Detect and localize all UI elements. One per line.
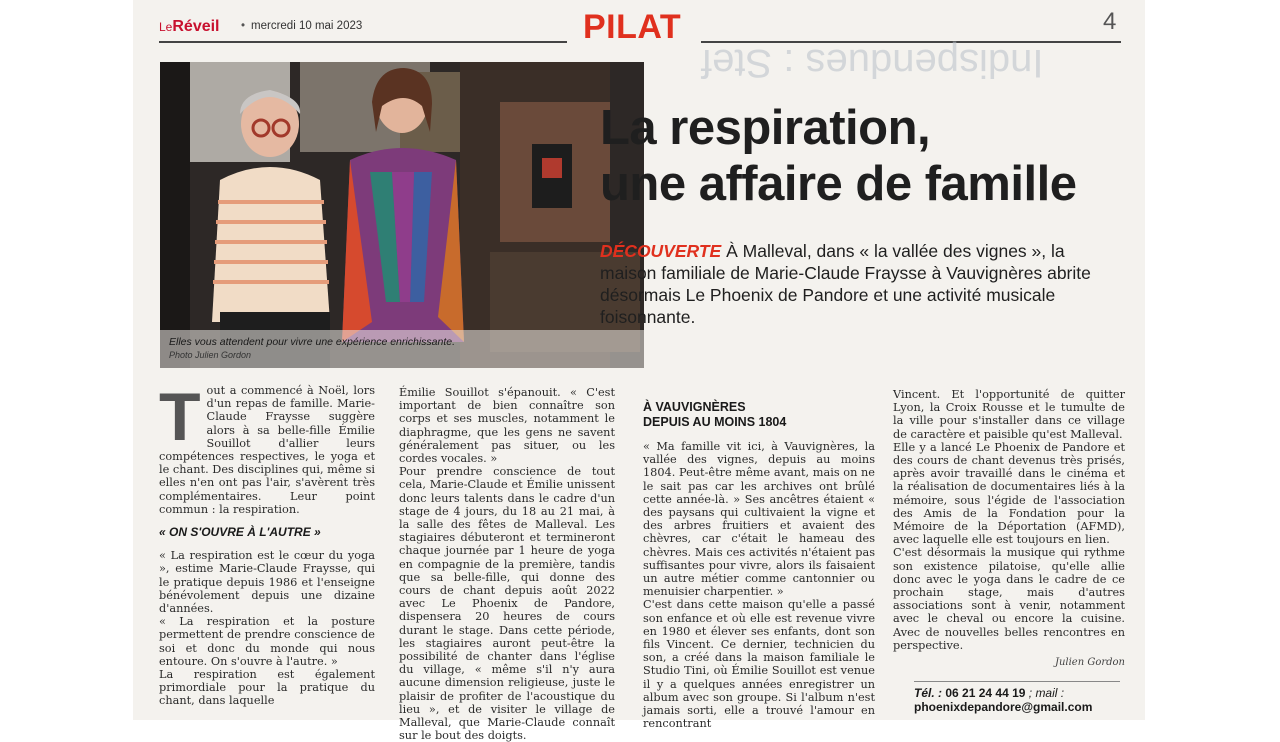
headline-line-2: une affaire de famille <box>600 157 1077 211</box>
section-title: PILAT <box>583 8 682 46</box>
lead-kicker: DÉCOUVERTE <box>600 241 722 261</box>
author-signature: Julien Gordon <box>1054 657 1125 669</box>
column-2 <box>399 386 615 742</box>
column-1 <box>159 379 375 708</box>
article-headline <box>600 100 1076 212</box>
column-4 <box>893 388 1125 669</box>
lead-text: À Malleval, dans « la vallée des vignes », la maison familiale de Marie-Claude Fraysse à Vauvignères abrite désormais Le Phoenix de Pandore et une activité musicale foisonnante. <box>600 241 1091 327</box>
column-3 <box>643 400 875 730</box>
article-photo <box>160 62 644 368</box>
col3-paragraph-1: « Ma famille vit ici, à Vauvignères, la vallée des vignes, depuis au moins 1804. Peut-être même avant, mais on ne le sait pas car les archives ont brûlé cette année-là. » Ses ancêtres étaient « des paysans qui cultivaient la vigne et des arbres fruitiers et avaient des chèvres, car c'était le hameau des chèvres. Mais ces activités n'étaient pas suffisantes pour vivre, alors ils faisaient un autre métier comme cantonnier ou menuisier charpentier. » <box>643 440 875 599</box>
contact-info: Tél. : 06 21 24 44 19 ; mail : phoenixdepandore@gmail.com <box>914 686 1093 714</box>
col1-paragraph-4: La respiration est également primordiale pour la pratique du chant, dans laquelle <box>159 668 375 708</box>
col4-paragraph-2: Elle y a lancé Le Phoenix de Pandore et des cours de chant devenus très prisés, après avoir travaillé dans le cinéma et la réalisation de documentaires liés à la mémoire, sous l'égide de l'association des Amis de la Fondation pour la Mémoire de la Déportation (AFMD), avec laquelle elle est toujours en lien. <box>893 440 1125 547</box>
newspaper-logo: LeRéveil <box>159 18 220 35</box>
col4-paragraph-1: Vincent. Et l'opportunité de quitter Lyon, la Croix Rousse et le tumulte de la ville pour s'installer dans ce village de caractère et paisible qu'est Malleval. <box>893 388 1125 441</box>
issue-date: • mercredi 10 mai 2023 <box>241 20 362 32</box>
col1-paragraph-1: Tout a commencé à Noël, lors d'un repas de famille. Marie-Claude Fraysse suggère alors à sa belle-fille Émilie Souillot d'allier leurs compétences respectives, le yoga et le chant. Des disciplines qui, même si elles n'en ont pas l'air, s'avèrent très complémentaires. Leur point commun : la respiration. <box>159 379 375 516</box>
header-rule-left <box>159 41 567 43</box>
col4-paragraph-3: C'est désormais la musique qui rythme son existence pilatoise, qu'elle allie donc avec le yoga dans le cadre de ce prochain stage, mais d'autres associations sont à venir, notamment avec le cheval ou encore la cuisine. Avec de nouvelles belles rencontres en perspective. <box>893 546 1125 652</box>
photo-credit: Photo Julien Gordon <box>169 350 252 360</box>
col1-paragraph-2: « La respiration est le cœur du yoga », estime Marie-Claude Fraysse, qui le pratique depuis 1986 et l'enseigne bénévolement depuis une dizaine d'années. <box>159 549 375 616</box>
photo-caption <box>169 336 639 362</box>
headline-line-1: La respiration, <box>600 101 931 155</box>
col3-intertitle: À VAUVIGNÈRES DEPUIS AU MOINS 1804 <box>643 400 787 429</box>
page-number: 4 <box>1103 8 1117 35</box>
photo-illustration <box>160 62 644 368</box>
col1-paragraph-3: « La respiration et la posture permettent de prendre conscience de soi et donc du monde qui nous entoure. On s'ouvre à l'autre. » <box>159 615 375 668</box>
col3-paragraph-2: C'est dans cette maison qu'elle a passé son enfance et où elle est revenue vivre en 1980 et élever ses enfants, dont son fils Vincent. Ce dernier, technicien du son, a créé dans la maison familiale le Studio Tini, où Émilie Souillot est venue il y a quelques années enregistrer un album avec son groupe. Si l'album n'est jamais sorti, elle a trouvé l'amour en rencontrant <box>643 598 875 731</box>
col1-intertitle: « ON S'OUVRE À L'AUTRE » <box>159 525 321 540</box>
newspaper-page <box>133 0 1145 742</box>
bleed-through-text: Indispendues : Stef <box>701 41 1044 85</box>
caption-text: Elles vous attendent pour vivre une expérience enrichissante. <box>169 336 456 348</box>
article-lead <box>600 240 1120 328</box>
drop-cap: T <box>159 379 201 455</box>
contact-email[interactable]: phoenixdepandore@gmail.com <box>914 700 1093 714</box>
contact-phone: 06 21 24 44 19 <box>942 686 1026 700</box>
col2-paragraph-1: Émilie Souillot s'épanouit. « C'est important de bien connaître son corps et ses muscles, notamment le diaphragme, que les gens ne savent généralement pas situer, ou les cordes vocales. » <box>399 386 615 466</box>
col2-paragraph-2: Pour prendre conscience de tout cela, Marie-Claude et Émilie unissent donc leurs talents dans le cadre d'un stage de 4 jours, du 18 au 21 mai, à la salle des fêtes de Malleval. Les stagiaires débuteront et termineront chaque journée par 1 heure de yoga en compagnie de la première, tandis que sa belle-fille, qui donne des cours de chant depuis août 2022 avec Le Phoenix de Pandore, dispensera 20 heures de cours durant le stage. Dans cette période, les stagiaires auront peut-être la possibilité de chanter dans l'église du village, « même s'il n'y aura aucune dimension religieuse, juste le plaisir de profiter de l'acoustique du lieu », et de visiter le village de Malleval, que Marie-Claude connaît sur le bout des doigts. <box>399 465 615 742</box>
contact-rule <box>914 681 1120 682</box>
